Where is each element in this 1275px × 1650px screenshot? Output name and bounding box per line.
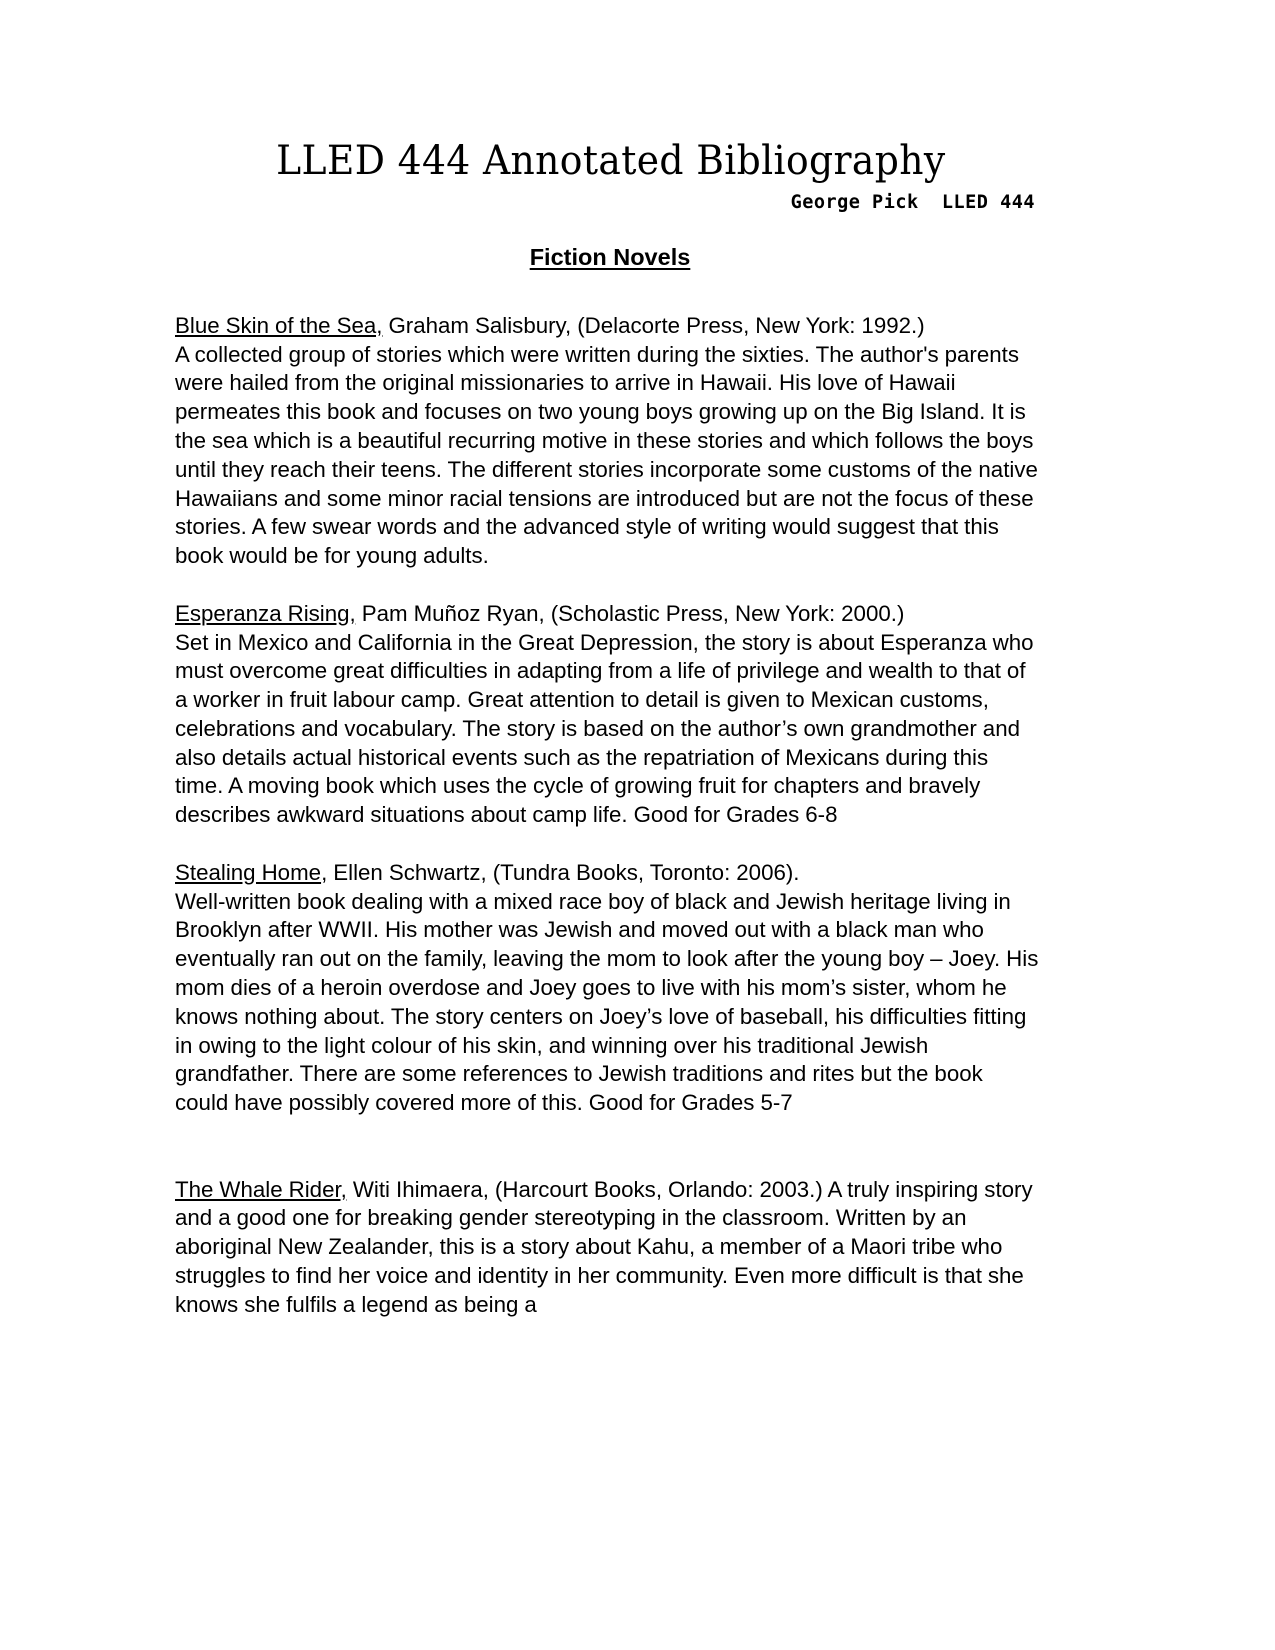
- book-annotation: A collected group of stories which were written during the sixties. The author's parents were hailed from the original missionaries to arrive in Hawaii. His love of Hawaii permeates this book and focuses on two young boys growing up on the Big Island. It is the sea which is a beautiful recurring motive in these stories and which follows the boys until they reach their teens. The different stories incorporate some customs of the native Hawaiians and some minor racial tensions are introduced but are not the focus of these stories. A few swear words and the advanced style of writing would suggest that this book would be for young adults.: [175, 341, 1038, 569]
- page-title: LLED 444 Annotated Bibliography: [276, 136, 946, 184]
- bibliography-entry: [175, 312, 1041, 571]
- bibliography-entry: [175, 859, 1041, 1118]
- section-heading: [175, 244, 1041, 271]
- book-citation: Pam Muñoz Ryan, (Scholastic Press, New York: 2000.): [355, 600, 905, 626]
- book-citation: Graham Salisbury, (Delacorte Press, New York: 1992.): [382, 312, 925, 338]
- section-heading-label: Fiction Novels: [529, 243, 691, 270]
- book-title: The Whale Rider,: [175, 1176, 347, 1202]
- book-annotation: Set in Mexico and California in the Great Depression, the story is about Esperanza who must overcome great difficulties in adapting from a life of privilege and wealth to that of a worker in fruit labour camp. Great attention to detail is given to Mexican customs, celebrations and vocabulary. The story is based on the author’s own grandmother and also details actual historical events such as the repatriation of Mexicans during this time. A moving book which uses the cycle of growing fruit for chapters and bravely describes awkward situations about camp life. Good for Grades 6-8: [175, 629, 1034, 828]
- book-title: Stealing Home: [175, 859, 322, 885]
- bibliography-entry: [175, 600, 1041, 830]
- book-citation: , Ellen Schwartz, (Tundra Books, Toronto: 2006).: [321, 859, 800, 885]
- document-content: [175, 136, 1041, 1320]
- book-annotation: Well-written book dealing with a mixed race boy of black and Jewish heritage living in Brooklyn after WWII. His mother was Jewish and moved out with a black man who eventually ran out on the family, leaving the mom to look after the young boy – Joey. His mom dies of a heroin overdose and Joey goes to live with his mom’s sister, whom he knows nothing about. The story centers on Joey’s love of baseball, his difficulties fitting in owing to the light colour of his skin, and winning over his traditional Jewish grandfather. There are some references to Jewish traditions and rites but the book could have possibly covered more of this. Good for Grades 5-7: [175, 888, 1039, 1116]
- book-title: Esperanza Rising,: [175, 600, 356, 626]
- book-title: Blue Skin of the Sea,: [175, 312, 383, 338]
- bibliography-entry: [175, 1176, 1041, 1320]
- author-byline: George Pick LLED 444: [790, 191, 1035, 213]
- book-citation: Witi Ihimaera, (Harcourt Books, Orlando: 2003.) A truly inspiring story and a good one for breaking gender stereotyping in the classroom. Written by an aboriginal New Zealander, this is a story about Kahu, a member of a Maori tribe who struggles to find her voice and identity in her community. Even more difficult is that she knows she fulfils a legend as being a: [175, 1176, 1033, 1317]
